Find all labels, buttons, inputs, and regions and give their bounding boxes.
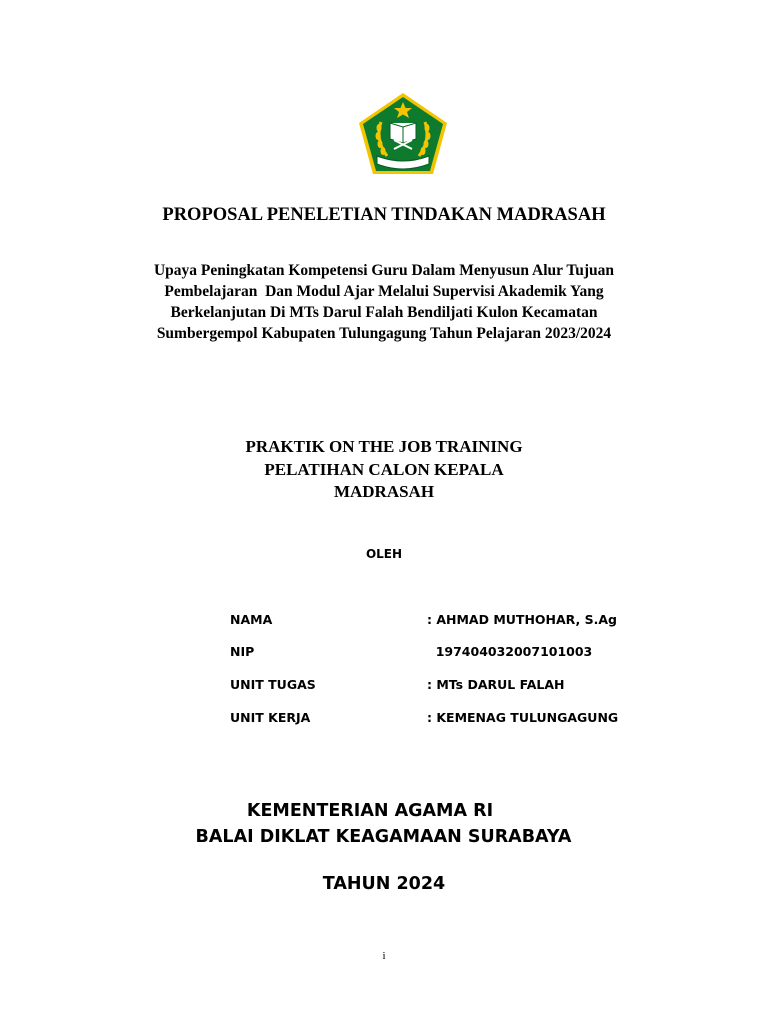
- year-label: TAHUN 2024: [322, 874, 446, 894]
- identity-row-unit-tugas: [230, 677, 680, 697]
- proposal-title: PROPOSAL PENELETIAN TINDAKAN MADRASAH: [162, 205, 606, 225]
- identity-label: NIP: [230, 644, 255, 659]
- proposal-subtitle: [0, 260, 768, 344]
- identity-value: : MTs DARUL FALAH: [427, 677, 565, 692]
- training-line: PRAKTIK ON THE JOB TRAINING: [245, 437, 523, 456]
- oleh-label: OLEH: [365, 547, 403, 561]
- training-line: MADRASAH: [333, 482, 435, 501]
- kementerian-agama-logo: [357, 92, 449, 176]
- identity-row-unit-kerja: [230, 710, 680, 730]
- ministry-line: KEMENTERIAN AGAMA RI: [246, 801, 494, 821]
- page-number: i: [382, 950, 386, 962]
- subtitle-line: Upaya Peningkatan Kompetensi Guru Dalam Menyusun Alur Tujuan: [153, 262, 615, 279]
- identity-value: 197404032007101003: [427, 644, 593, 659]
- subtitle-line: Pembelajaran Dan Modul Ajar Melalui Supervisi Akademik Yang: [164, 283, 604, 300]
- identity-value: : AHMAD MUTHOHAR, S.Ag: [427, 612, 617, 627]
- training-heading: [0, 436, 768, 504]
- training-line: PELATIHAN CALON KEPALA: [264, 459, 504, 479]
- identity-value: : KEMENAG TULUNGAGUNG: [427, 710, 619, 725]
- subtitle-line: Sumbergempol Kabupaten Tulungagung Tahun Pelajaran 2023/2024: [156, 325, 612, 342]
- identity-label: NAMA: [230, 612, 273, 627]
- emblem-icon: [357, 92, 449, 176]
- ministry-heading: [0, 798, 768, 850]
- subtitle-line: Berkelanjutan Di MTs Darul Falah Bendiljati Kulon Kecamatan: [170, 304, 598, 321]
- identity-row-nip: [230, 644, 680, 664]
- ministry-line: BALAI DIKLAT KEAGAMAAN SURABAYA: [195, 827, 572, 847]
- identity-label: UNIT TUGAS: [230, 677, 316, 692]
- identity-row-nama: [230, 612, 680, 632]
- identity-label: UNIT KERJA: [230, 710, 311, 725]
